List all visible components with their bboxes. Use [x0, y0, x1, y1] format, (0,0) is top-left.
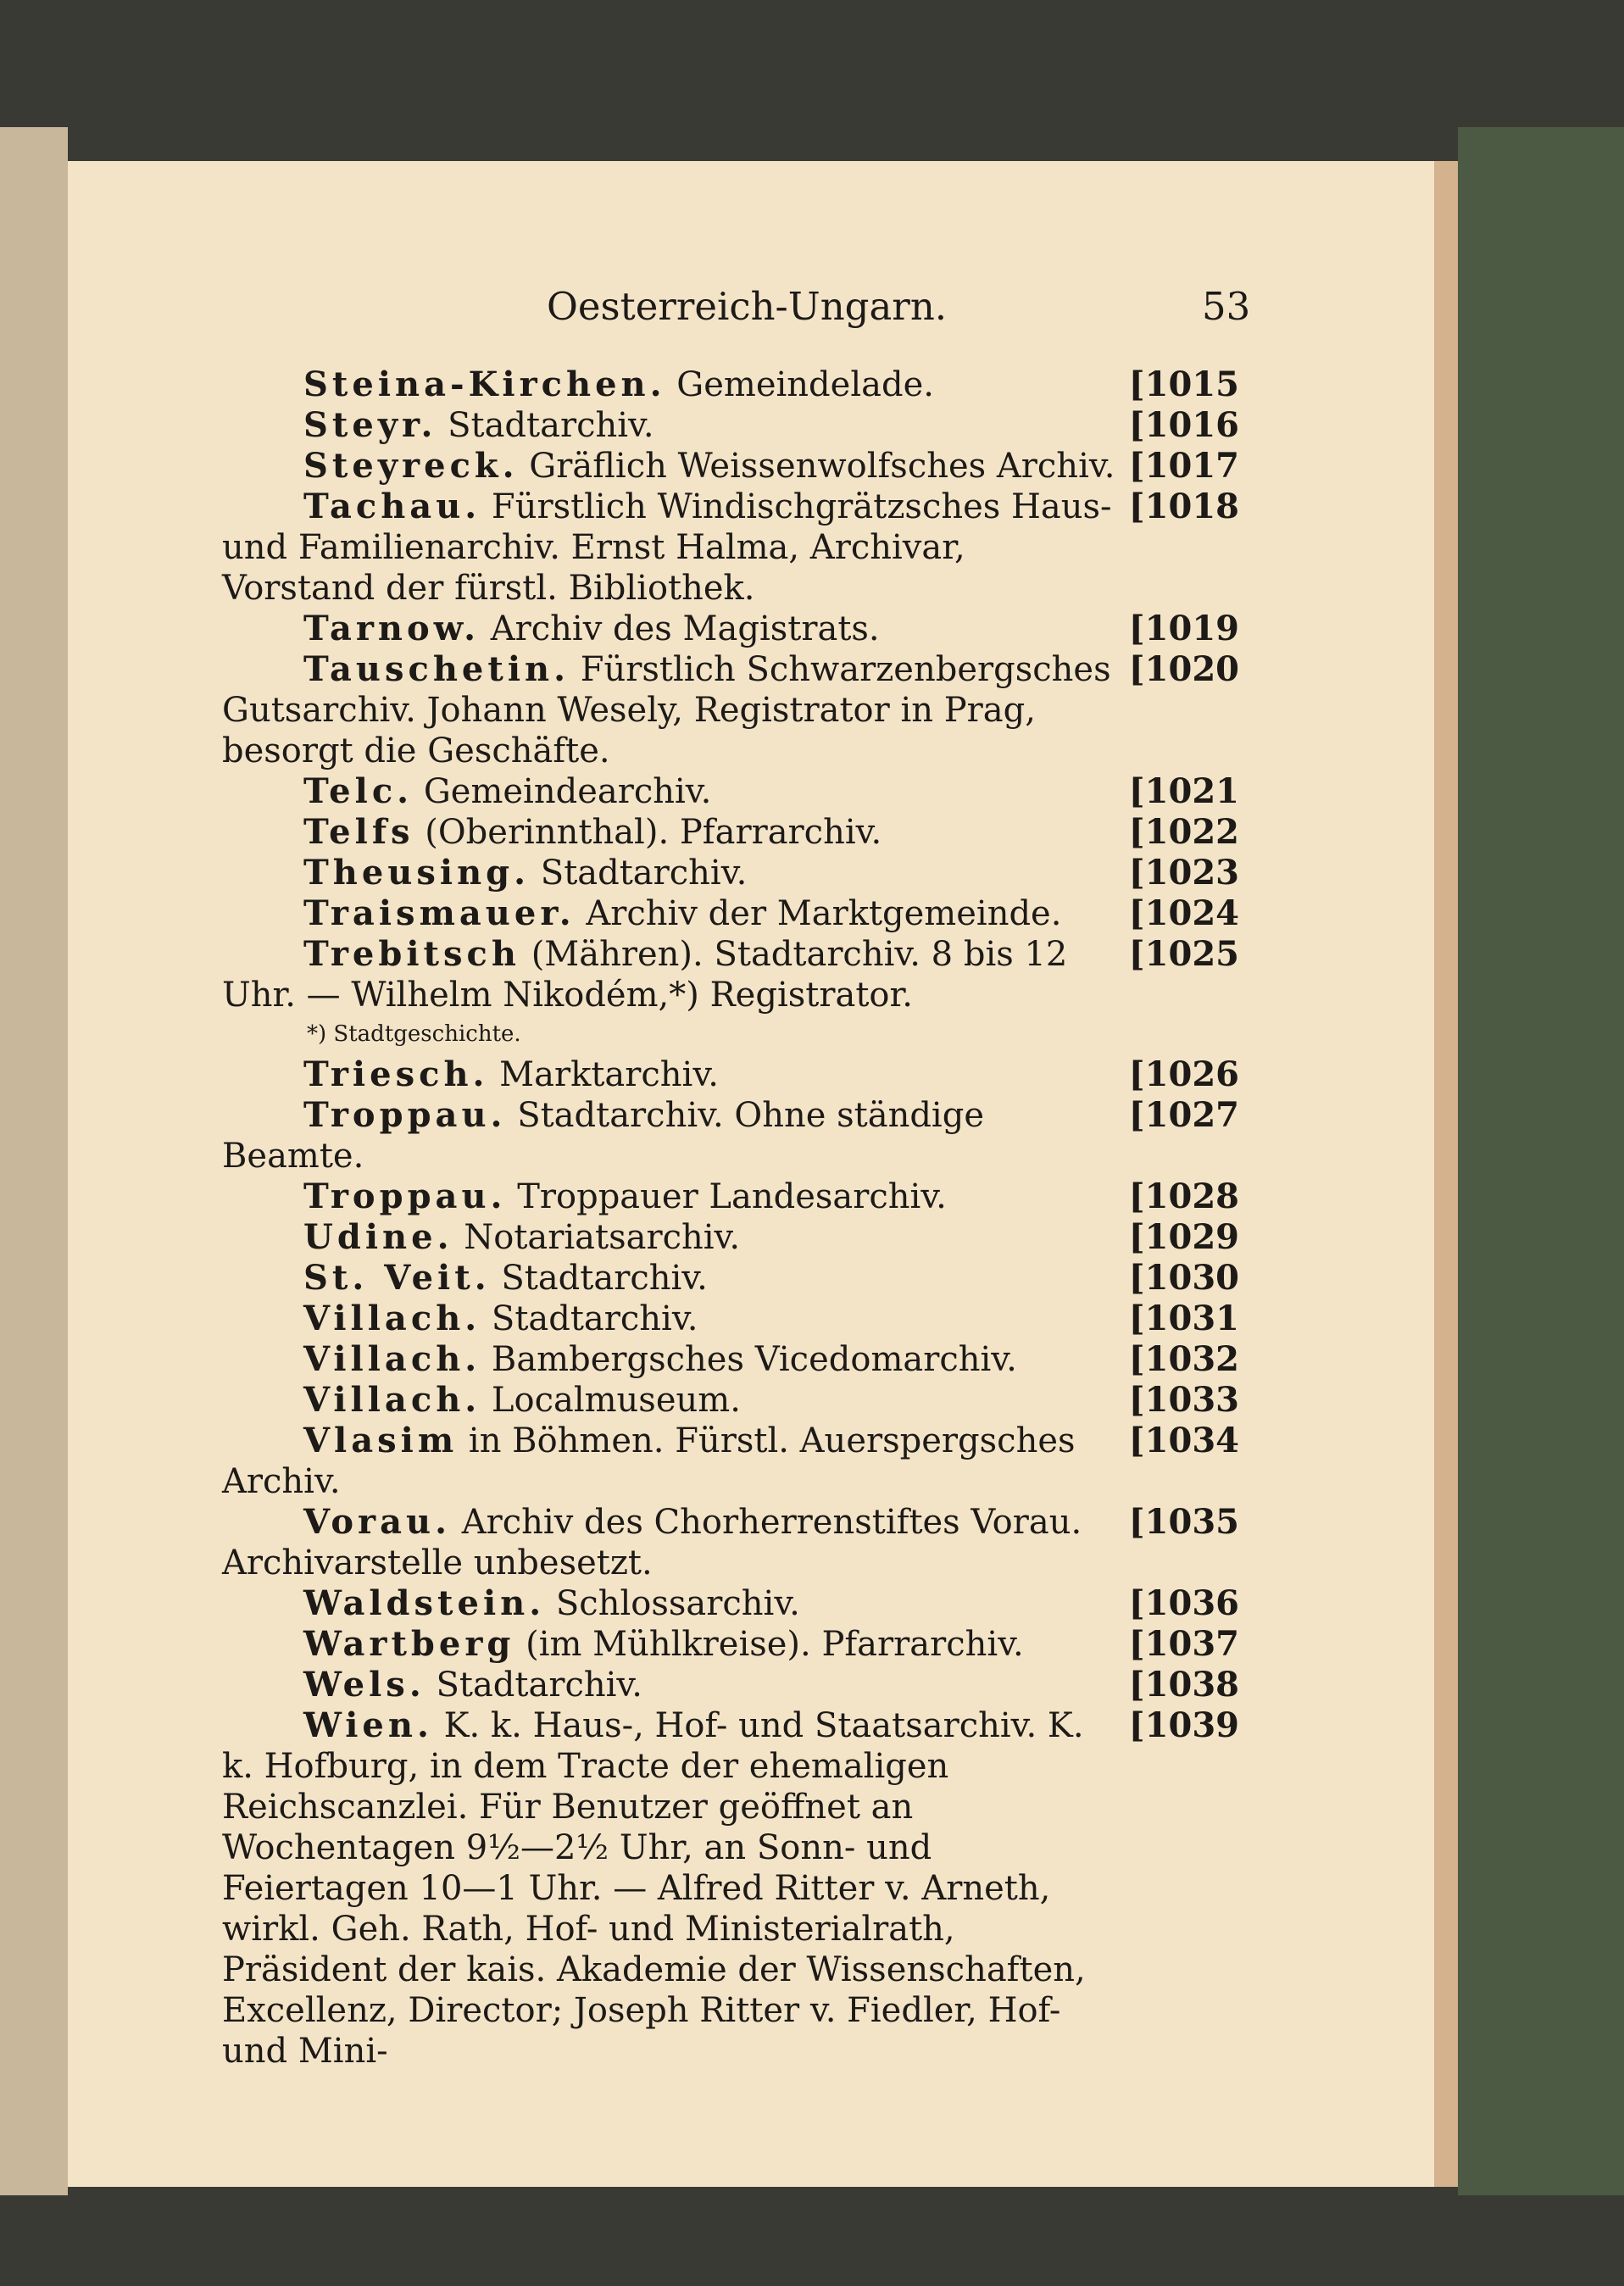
entry-list [222, 364, 1239, 2072]
entry-description: Stadtarchiv. [530, 854, 748, 893]
entry-place: Steyreck. [303, 446, 519, 486]
entry-number: [1024 [1128, 893, 1239, 933]
entry-number: [1015 [1128, 364, 1239, 404]
entry-number: [1028 [1128, 1176, 1239, 1216]
entry-number: [1019 [1128, 609, 1239, 648]
entry-1030 [222, 1258, 1239, 1299]
entry-text [222, 1624, 1239, 1665]
entry-number: [1035 [1128, 1502, 1239, 1542]
entry-number: [1022 [1128, 812, 1239, 852]
entry-1021 [222, 771, 1239, 812]
entry-number: [1030 [1128, 1258, 1239, 1298]
entry-description: K. k. Haus-, Hof- und Staatsarchiv. K. k. Hofburg, in dem Tracte der ehemaligen Reichscanzlei. Für Benutzer geöffnet an Wochentagen 9½—2½ Uhr, an Sonn- und Feiertagen 10—1 Uhr. — Alfred Ritter v. Arneth, wirkl. Geh. Rath, Hof- und Ministerialrath, Präsident der kais. Akademie der Wissenschaften, Excellenz, Director; Joseph Ritter v. Fiedler, Hof- und Mini- [222, 1706, 1086, 2071]
entry-1039 [222, 1705, 1239, 2072]
entry-place: Traismauer. [303, 893, 576, 933]
entry-number: [1026 [1128, 1054, 1239, 1094]
entry-place: Vlasim [303, 1421, 459, 1460]
entry-description: Archiv des Magistrats. [480, 609, 880, 648]
footnote: *) Stadtgeschichte. [307, 1021, 521, 1047]
entry-1028 [222, 1176, 1239, 1217]
page-edge [1434, 161, 1458, 2187]
entry-place: Wien. [303, 1705, 433, 1745]
entry-1025 [222, 934, 1239, 1015]
entry-description: Notariatsarchiv. [453, 1218, 741, 1257]
entry-description: Schlossarchiv. [545, 1584, 800, 1623]
entry-description: Archiv des Chorherrenstiftes Vorau. Archivarstelle unbesetzt. [222, 1503, 1082, 1582]
entry-text [222, 934, 1239, 1015]
entry-1035 [222, 1502, 1239, 1583]
entry-number: [1017 [1128, 446, 1239, 486]
entry-1034 [222, 1421, 1239, 1502]
entry-place: Wels. [303, 1665, 425, 1705]
entry-number: [1038 [1128, 1665, 1239, 1705]
entry-number: [1025 [1128, 934, 1239, 974]
entry-text [222, 1054, 1239, 1095]
book-spine-left [0, 127, 68, 2195]
entry-1037 [222, 1624, 1239, 1665]
entry-description: Stadtarchiv. [490, 1259, 708, 1298]
book-page [68, 161, 1434, 2187]
entry-description: Stadtarchiv. [437, 406, 654, 445]
entry-text [222, 812, 1239, 853]
entry-place: Udine. [303, 1217, 453, 1257]
entry-place: Tarnow. [303, 609, 481, 648]
entry-number: [1036 [1128, 1583, 1239, 1623]
entry-place: Villach. [303, 1380, 481, 1420]
entry-1024 [222, 893, 1239, 934]
entry-description: Gemeindelade. [665, 365, 934, 404]
entry-text [222, 1583, 1239, 1624]
book-cover-right [1458, 127, 1624, 2195]
entry-description: Marktarchiv. [488, 1055, 719, 1094]
entry-text [222, 487, 1239, 609]
entry-1016 [222, 405, 1239, 446]
entry-1038 [222, 1665, 1239, 1705]
entry-description: Stadtarchiv. [425, 1666, 642, 1705]
entry-place: Telc. [303, 771, 414, 811]
entry-text [222, 609, 1239, 649]
entry-text [222, 1380, 1239, 1421]
entry-text [222, 853, 1239, 893]
entry-description: Stadtarchiv. [481, 1299, 698, 1338]
entry-description: Troppauer Landesarchiv. [506, 1177, 947, 1216]
entry-text [222, 405, 1239, 446]
entry-place: Troppau. [303, 1095, 507, 1135]
entry-description: Gräflich Weissenwolfsches Archiv. [518, 447, 1115, 486]
entry-number: [1020 [1128, 649, 1239, 689]
entry-place: Wartberg [303, 1624, 515, 1664]
entry-1019 [222, 609, 1239, 649]
entry-number: [1016 [1128, 405, 1239, 445]
entry-number: [1034 [1128, 1421, 1239, 1460]
entry-place: Villach. [303, 1339, 481, 1379]
entry-text [222, 771, 1239, 812]
entry-1015 [222, 364, 1239, 405]
entry-text [222, 893, 1239, 934]
entry-1022 [222, 812, 1239, 853]
entry-place: Villach. [303, 1299, 481, 1338]
entry-description: Fürstlich Schwarzenbergsches Gutsarchiv. Johann Wesely, Registrator in Prag, besorgt die Geschäfte. [222, 650, 1111, 770]
entry-number: [1021 [1128, 771, 1239, 811]
entry-text [222, 1258, 1239, 1299]
entry-place: Telfs [303, 812, 414, 852]
entry-1020 [222, 649, 1239, 771]
entry-place: Steyr. [303, 405, 437, 445]
entry-place: Tachau. [303, 487, 481, 526]
entry-place: Triesch. [303, 1054, 489, 1094]
entry-description: (im Mühlkreise). Pfarrarchiv. [514, 1625, 1024, 1664]
entry-description: Bambergsches Vicedomarchiv. [481, 1340, 1017, 1379]
entry-text [222, 1339, 1239, 1380]
page-number: 53 [1202, 284, 1251, 329]
entry-description: (Mähren). Stadtarchiv. 8 bis 12 Uhr. — Wilhelm Nikodém,*) Registrator. [222, 935, 1068, 1015]
entry-number: [1032 [1128, 1339, 1239, 1379]
entry-description: Gemeindearchiv. [413, 772, 712, 811]
entry-1029 [222, 1217, 1239, 1258]
entry-number: [1029 [1128, 1217, 1239, 1257]
entry-place: Trebitsch [303, 934, 520, 974]
entry-1032 [222, 1339, 1239, 1380]
entry-place: Vorau. [303, 1502, 452, 1542]
entry-number: [1018 [1128, 487, 1239, 526]
entry-1027 [222, 1095, 1239, 1176]
entry-text [222, 1095, 1239, 1176]
entry-text [222, 649, 1239, 771]
entry-1036 [222, 1583, 1239, 1624]
entry-number: [1023 [1128, 853, 1239, 893]
entry-description: (Oberinnthal). Pfarrarchiv. [414, 813, 882, 852]
entry-place: Waldstein. [303, 1583, 546, 1623]
entry-place: Theusing. [303, 853, 531, 893]
entry-1026 [222, 1054, 1239, 1095]
entry-number: [1039 [1128, 1705, 1239, 1745]
entry-place: Steina-Kirchen. [303, 364, 666, 404]
entry-description: Localmuseum. [481, 1381, 741, 1420]
entry-place: Troppau. [303, 1176, 507, 1216]
entry-text [222, 1665, 1239, 1705]
entry-text [222, 446, 1239, 487]
entry-text [222, 1421, 1239, 1502]
entry-text [222, 364, 1239, 405]
entry-description: Archiv der Marktgemeinde. [575, 894, 1062, 933]
entry-text [222, 1705, 1239, 2072]
running-title: Oesterreich-Ungarn. [547, 284, 948, 329]
entry-text [222, 1217, 1239, 1258]
entry-number: [1031 [1128, 1299, 1239, 1338]
entry-text [222, 1299, 1239, 1339]
entry-text [222, 1176, 1239, 1217]
entry-description: in Böhmen. Fürstl. Auerspergsches Archiv. [222, 1421, 1076, 1501]
entry-1023 [222, 853, 1239, 893]
entry-1033 [222, 1380, 1239, 1421]
entry-1031 [222, 1299, 1239, 1339]
entry-1017 [222, 446, 1239, 487]
entry-place: St. Veit. [303, 1258, 491, 1298]
entry-number: [1033 [1128, 1380, 1239, 1420]
entry-number: [1037 [1128, 1624, 1239, 1664]
entry-number: [1027 [1128, 1095, 1239, 1135]
entry-description: Stadtarchiv. Ohne ständige Beamte. [222, 1096, 984, 1176]
entry-description: Fürstlich Windischgrätzsches Haus- und Familienarchiv. Ernst Halma, Archivar, Vorstand der fürstl. Bibliothek. [222, 487, 1112, 608]
entry-place: Tauschetin. [303, 649, 570, 689]
entry-text [222, 1502, 1239, 1583]
entry-1018 [222, 487, 1239, 609]
